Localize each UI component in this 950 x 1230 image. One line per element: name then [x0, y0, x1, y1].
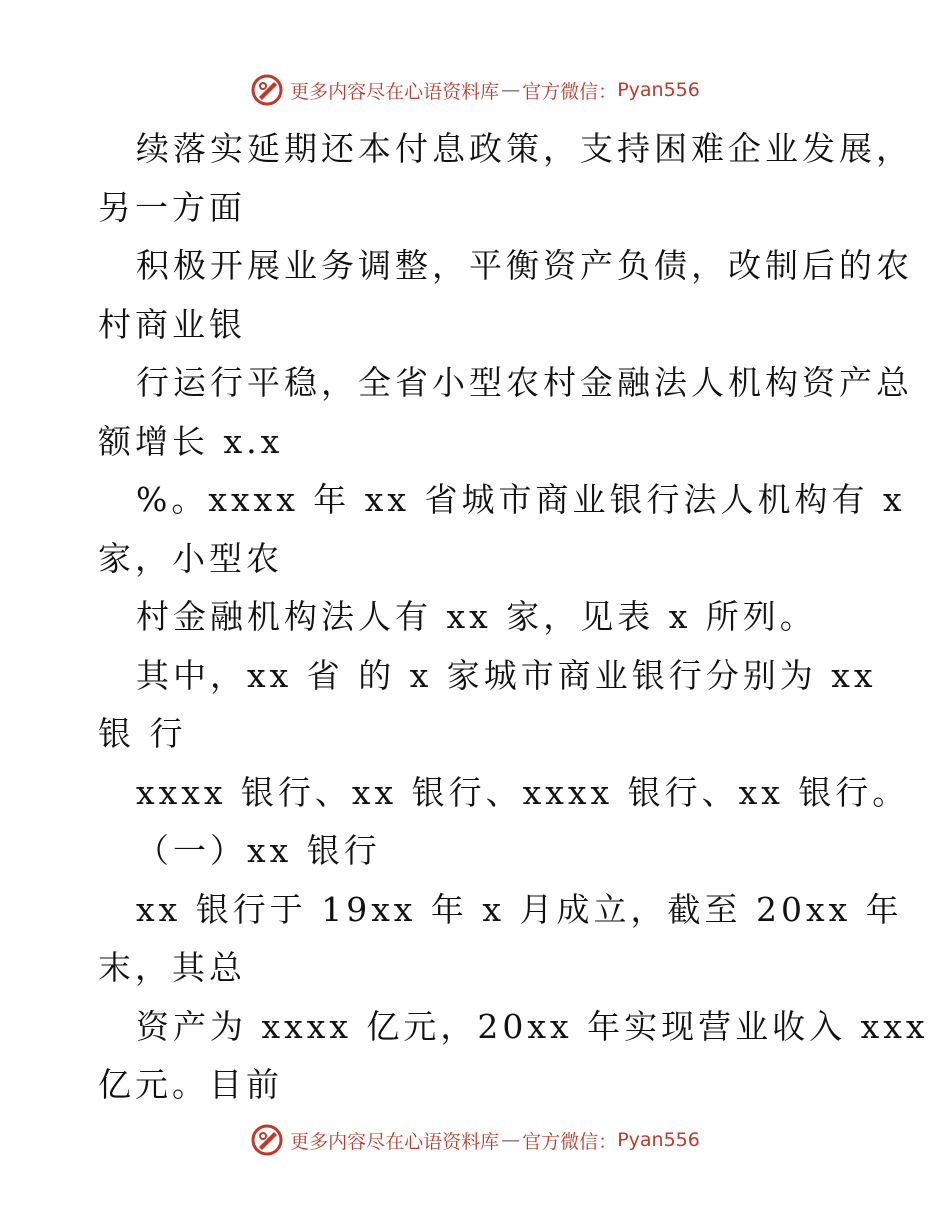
watermark-banner-bottom	[0, 1120, 950, 1160]
text-line-14: xx 银行于 19xx 年 x 月成立，截至 20xx 年	[136, 889, 903, 929]
text-line-16: 资产为 xxxx 亿元，20xx 年实现营业收入 xxx	[136, 1006, 929, 1046]
watermark-banner-top	[0, 70, 950, 110]
text-line-1: 续落实延期还本付息政策，支持困难企业发展，	[136, 129, 913, 168]
text-line-2: 另一方面	[98, 187, 246, 227]
text-line-6: 额增长 x.x	[98, 421, 284, 461]
brand-logo-icon	[250, 1123, 284, 1157]
text-line-3: 积极开展业务调整，平衡资产负债，改制后的农	[136, 246, 913, 285]
text-line-9: 村金融机构法人有 xx 家，见表 x 所列。	[136, 597, 817, 636]
watermark-wechat-id: Pyan556	[617, 79, 700, 101]
text-line-8: 家，小型农	[98, 538, 283, 578]
watermark-separator: —	[501, 1129, 521, 1151]
text-line-4: 村商业银	[98, 304, 246, 344]
watermark-wechat-label: 官方微信：	[522, 1130, 618, 1153]
text-line-15: 末，其总	[98, 948, 246, 987]
brand-logo-icon	[250, 73, 284, 107]
text-line-11: 银 行	[98, 714, 187, 753]
watermark-wechat-label: 官方微信：	[522, 80, 618, 103]
text-line-7: %。xxxx 年 xx 省城市商业银行法人机构有 x	[136, 480, 906, 519]
text-line-12: xxxx 银行、xx 银行、xxxx 银行、xx 银行。	[136, 772, 910, 812]
text-line-5: 行运行平稳，全省小型农村金融法人机构资产总	[136, 363, 913, 402]
text-line-13: （一）xx 银行	[136, 831, 381, 870]
watermark-separator: —	[501, 79, 521, 101]
document-body	[98, 120, 929, 1115]
watermark-main-text: 更多内容尽在心语资料库	[290, 1130, 500, 1153]
watermark-wechat-id: Pyan556	[617, 1129, 700, 1151]
text-line-17: 亿元。目前	[98, 1065, 283, 1104]
watermark-main-text: 更多内容尽在心语资料库	[290, 80, 500, 103]
text-line-10: 其中，xx 省 的 x 家城市商业银行分别为 xx	[136, 655, 877, 695]
